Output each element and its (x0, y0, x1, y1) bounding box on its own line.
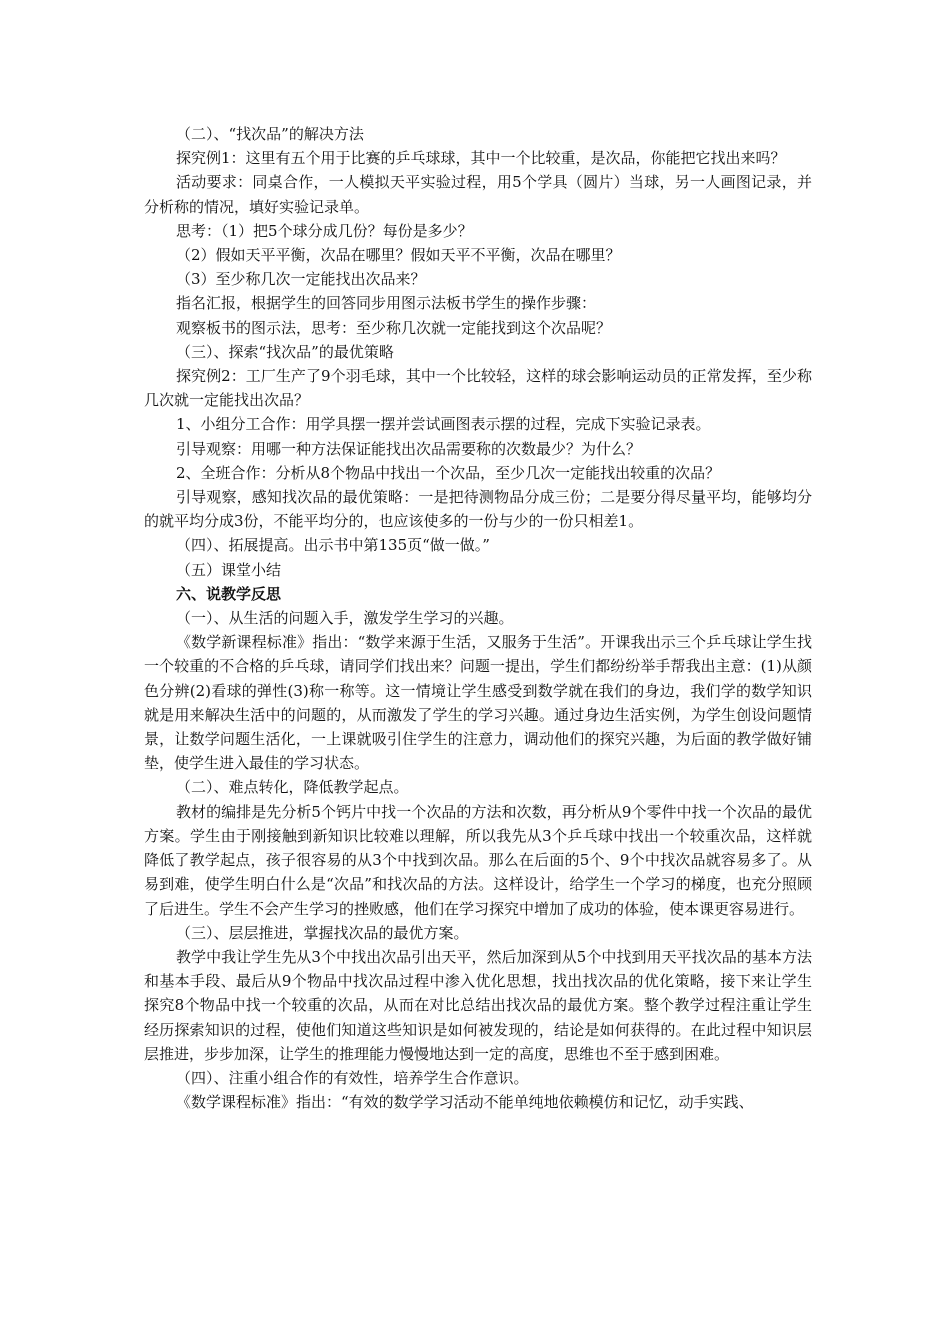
paragraph: 1、小组分工合作：用学具摆一摆并尝试画图表示摆的过程，完成下实验记录表。 (176, 415, 711, 434)
document-page (144, 122, 812, 1114)
section-heading: 六、说教学反思 (176, 584, 282, 603)
paragraph: 《数学新课程标准》指出：“数学来源于生活，又服务于生活”。开课我出示三个乒乓球让学生找一个较重的不合格的乒乓球，请同学们找出来？问题一提出，学生们都纷纷举手帮我出主意：(1)从颜色分辨(2)看球的弹性(3)称一称等。这一情境让学生感受到数学就在我们的身边，我们学的数学知识就是用来解决生活中的问题的，从而激发了学生的学习兴趣。通过身边生活实例，为学生创设问题情景，让数学问题生活化，一上课就吸引住学生的注意力，调动他们的探究兴趣，为后面的教学做好铺垫，使学生进入最佳的学习状态。 (144, 633, 812, 773)
paragraph: （五）课堂小结 (176, 560, 282, 579)
paragraph: 教材的编排是先分析5个钙片中找一个次品的方法和次数，再分析从9个零件中找一个次品的最优方案。学生由于刚接触到新知识比较难以理解，所以我先从3个乒乓球中找出一个较重次品，这样就降低了教学起点，孩子很容易的从3个中找到次品。那么在后面的5个、9个中找次品就容易多了。从易到难，使学生明白什么是“次品”和找次品的方法。这样设计，给学生一个学习的梯度，也充分照顾了后进生。学生不会产生学习的挫败感，他们在学习探究中增加了成功的体验，使本课更容易进行。 (144, 802, 812, 918)
paragraph: （二）、难点转化，降低教学起点。 (176, 778, 409, 797)
paragraph: （四）、注重小组合作的有效性，培养学生合作意识。 (176, 1068, 529, 1087)
paragraph: （2）假如天平平衡，次品在哪里？假如天平不平衡，次品在哪里？ (176, 246, 621, 265)
paragraph: （三）、层层推进，掌握找次品的最优方案。 (176, 923, 469, 942)
paragraph: 教学中我让学生先从3个中找出次品引出天平，然后加深到从5个中找到用天平找次品的基本方法和基本手段、最后从9个物品中找次品过程中渗入优化思想，找出找次品的优化策略，接下来让学生探究8个物品中找一个较重的次品，从而在对比总结出找次品的最优方案。整个教学过程注重让学生经历探索知识的过程，使他们知道这些知识是如何被发现的，结论是如何获得的。在此过程中知识层层推进，步步加深，让学生的推理能力慢慢地达到一定的高度，思维也不至于感到困难。 (144, 947, 812, 1063)
paragraph: 探究例1：这里有五个用于比赛的乒乓球球，其中一个比较重，是次品，你能把它找出来吗？ (176, 149, 786, 168)
paragraph: 探究例2：工厂生产了9个羽毛球，其中一个比较轻，这样的球会影响运动员的正常发挥，至少称几次就一定能找出次品？ (144, 367, 812, 410)
paragraph: （3）至少称几次一定能找出次品来？ (176, 270, 426, 289)
paragraph: 指名汇报，根据学生的回答同步用图示法板书学生的操作步骤： (176, 294, 597, 313)
paragraph: （四）、拓展提高。出示书中第135页“做一做。” (176, 536, 490, 555)
paragraph: （三）、探索“找次品”的最优策略 (176, 342, 394, 361)
paragraph: （一）、从生活的问题入手，激发学生学习的兴趣。 (176, 609, 514, 628)
paragraph: 引导观察，感知找次品的最优策略：一是把待测物品分成三份；二是要分得尽量平均，能够均分的就平均分成3份，不能平均分的，也应该使多的一份与少的一份只相差1。 (144, 488, 812, 531)
paragraph: 《数学课程标准》指出：“有效的数学学习活动不能单纯地依赖模仿和记忆，动手实践、 (176, 1093, 754, 1112)
paragraph: （二）、“找次品”的解决方法 (176, 125, 364, 143)
paragraph: 2、全班合作：分析从8个物品中找出一个次品，至少几次一定能找出较重的次品？ (176, 463, 721, 482)
paragraph: 思考：（1）把5个球分成几份？每份是多少？ (176, 221, 473, 240)
paragraph: 引导观察：用哪一种方法保证能找出次品需要称的次数最少？为什么？ (176, 439, 642, 458)
paragraph: 观察板书的图示法，思考：至少称几次就一定能找到这个次品呢？ (176, 318, 612, 337)
paragraph: 活动要求：同桌合作，一人模拟天平实验过程，用5个学具（圆片）当球，另一人画图记录，并分析称的情况，填好实验记录单。 (144, 173, 812, 216)
